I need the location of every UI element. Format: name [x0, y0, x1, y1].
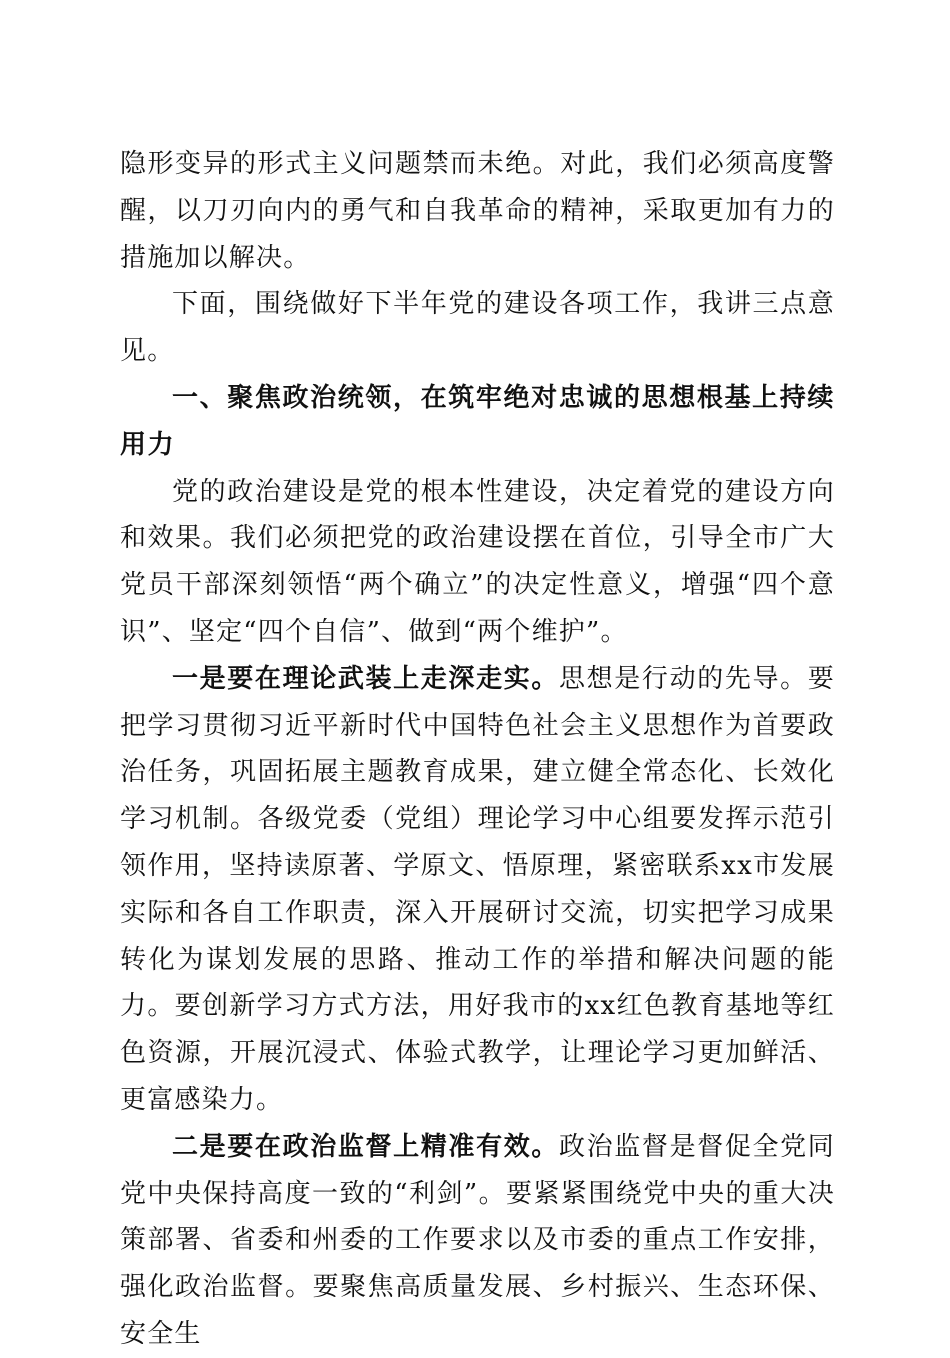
paragraph-point-one [120, 656, 835, 1124]
section-heading-1: 一、聚焦政治统领，在筑牢绝对忠诚的思想根基上持续用力 [120, 382, 835, 460]
point-one-body: 思想是行动的先导。要把学习贯彻习近平新时代中国特色社会主义思想作为首要政治任务，巩固拓展主题教育成果，建立健全常态化、长效化学习机制。各级党委（党组）理论学习中心组要发挥示范引领作用，坚持读原著、学原文、悟原理，紧密联系xx市发展实际和各自工作职责，深入开展研讨交流，切实把学习成果转化为谋划发展的思路、推动工作的举措和解决问题的能力。要创新学习方式方法，用好我市的xx红色教育基地等红色资源，开展沉浸式、体验式教学，让理论学习更加鲜活、更富感染力。 [120, 663, 835, 1115]
point-two-body: 政治监督是督促全党同党中央保持高度一致的“利剑”。要紧紧围绕党中央的重大决策部署、省委和州委的工作要求以及市委的重点工作安排，强化政治监督。要聚焦高质量发展、乡村振兴、生态环保、安全生 [120, 1131, 835, 1349]
paragraph-political-building: 党的政治建设是党的根本性建设，决定着党的建设方向和效果。我们必须把党的政治建设摆在首位，引导全市广大党员干部深刻领悟“两个确立”的决定性意义，增强“四个意识”、坚定“四个自信”、做到“两个维护”。 [120, 476, 835, 647]
paragraph-intro-continued: 隐形变异的形式主义问题禁而未绝。对此，我们必须高度警醒，以刀刃向内的勇气和自我革命的精神，采取更加有力的措施加以解决。 [120, 149, 835, 273]
point-one-lead: 一是要在理论武装上走深走实。 [172, 663, 559, 694]
paragraph-transition: 下面，围绕做好下半年党的建设各项工作，我讲三点意见。 [120, 289, 835, 367]
document-body [120, 141, 835, 1358]
point-two-lead: 二是要在政治监督上精准有效。 [172, 1131, 559, 1162]
paragraph-point-two [120, 1124, 835, 1358]
